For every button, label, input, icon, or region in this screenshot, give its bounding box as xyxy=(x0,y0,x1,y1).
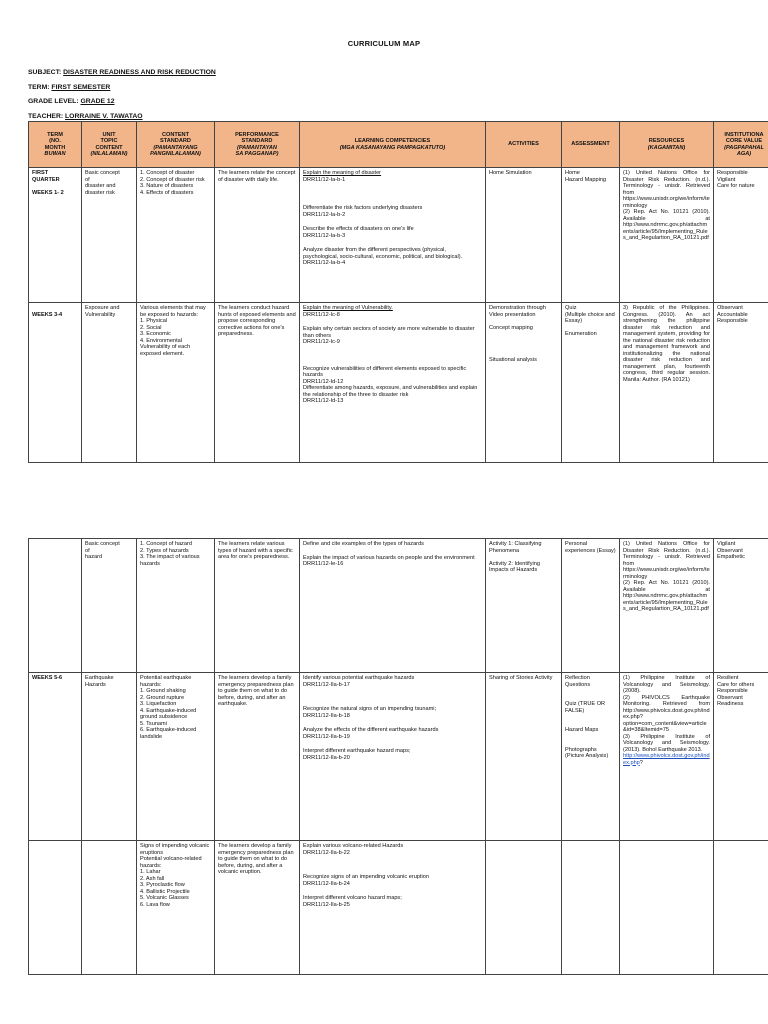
meta-term: TERM: FIRST SEMESTER xyxy=(28,83,111,91)
header-assessment: ASSESSMENT xyxy=(562,122,620,168)
cell-topic: Basic concept of hazard xyxy=(82,539,137,673)
header-activities: ACTIVITIES xyxy=(486,122,562,168)
cell-assessment: Home Hazard Mapping xyxy=(562,168,620,303)
header-unit-topic: UNIT TOPIC CONTENT (NILALAMAN) xyxy=(82,122,137,168)
page-title: CURRICULUM MAP xyxy=(347,39,421,48)
document-meta xyxy=(28,66,216,124)
cell-performance-standard: The learners develop a family emergency preparedness plan to guide them on what to do before, during, and after a volcanic eruption. xyxy=(215,841,300,975)
cell-competencies: Explain various volcano-related Hazards DRR11/12-IIa-b-22 Recognize signs of an impending volcanic eruption DRR11/12-IIa-b-24 Interpret different volcano hazard maps; DRR11/12-IIa-b-25 xyxy=(300,841,486,975)
table-row xyxy=(29,303,768,463)
cell-resources: 3) Republic of the Philippines. Congress. (2010). An act strengthening the philippine disaster risk reduction and management system, providing for the national disaster risk reduction and management framework and institutionalizing the national disaster risk reduction and management plan, fourteenth congress, third regular session. Manila: Author. (RA 10121) xyxy=(620,303,714,463)
cell-assessment: Quiz (Multiple choice and Essay) Enumeration xyxy=(562,303,620,463)
cell-topic: Basic concept of disaster and disaster risk xyxy=(82,168,137,303)
cell-assessment: Reflection Questions Quiz (TRUE OR FALSE) Hazard Maps Photographs (Picture Analysis) xyxy=(562,673,620,841)
cell-competencies: Explain the meaning of disaster DRR11/12-Ia-b-1 Differentiate the risk factors underlying disasters DRR11/12-Ia-b-2 Describe the effects of disasters on one's life DRR11/12-Ia-b-3 Analyze disaster from the different perspectives (physical, psychological, socio-cultural, economic, political, and biological). DRR11/12-Ia-b-4 xyxy=(300,168,486,303)
cell-activities: Home Simulation xyxy=(486,168,562,303)
cell-term xyxy=(29,841,82,975)
cell-core-values: Resilient Care for others Responsible Observant Readiness xyxy=(714,673,768,841)
phivolcs-link[interactable]: http://www.phivolcs.dost.gov.ph/index.php xyxy=(623,753,710,766)
cell-content-standard: Signs of impending volcanic eruptions Potential volcano-related hazards: 1. Lahar 2. Ash fall 3. Pyroclastic flow 4. Ballistic Projectile 5. Volcanic Glasses 6. Lava flow xyxy=(137,841,215,975)
cell-performance-standard: The learners conduct hazard hunts of exposed elements and propose corresponding corrective actions for one's preparedness. xyxy=(215,303,300,463)
cell-competencies: Identify various potential earthquake hazards DRR11/12-IIa-b-17 Recognize the natural signs of an impending tsunami; DRR11/12-IIa-b-18 Analyze the effects of the different earthquake hazards DRR11/12-IIa-b-19 Interpret different earthquake hazard maps; DRR11/12-IIa-b-20 xyxy=(300,673,486,841)
cell-term: WEEKS 3-4 xyxy=(29,303,82,463)
header-performance-standard: PERFORMANCE STANDARD (PAMANTAYAN SA PAGGANAP) xyxy=(215,122,300,168)
cell-content-standard: 1. Concept of hazard 2. Types of hazards 3. The impact of various hazards xyxy=(137,539,215,673)
table-row xyxy=(29,841,768,975)
header-core-values: INSTITUTIONA CORE VALUE (PAGPAPAHAL AGA) xyxy=(714,122,768,168)
cell-resources: (1) Philippine Institute of Volcanology and Seismology. (2008). (2) PHIVOLCS Earthquake Monitoring. Retrieved from http://www.phivolcs.dost.gov.ph/index.php?option=com_content&view=article&id=38&Itemid=75 (3) Philippine Institute of Volcanology and Seismology. (2013). Bohol Earthquake 2013. http://www.phivolcs.dost.gov.ph/index.php? xyxy=(620,673,714,841)
cell-topic xyxy=(82,841,137,975)
meta-subject: SUBJECT: DISASTER READINESS AND RISK REDUCTION xyxy=(28,69,216,76)
cell-activities: Sharing of Stories Activity xyxy=(486,673,562,841)
cell-core-values: Vigilant Observant Empathetic xyxy=(714,539,768,673)
cell-performance-standard: The learners relate various types of hazard with a specific area for one's preparedness. xyxy=(215,539,300,673)
cell-core-values xyxy=(714,841,768,975)
cell-resources xyxy=(620,841,714,975)
cell-assessment: Personal experiences (Essay) xyxy=(562,539,620,673)
cell-resources: (1) United Nations Office for Disaster Risk Reduction. (n.d.). Terminology - unisdr. Retrieved from https://www.unisdr.org/we/inform/terminology (2) Rep. Act No. 10121 (2010). Available at http://www.ndrrmc.gov.ph/attachments/article/95/Implementing_Rules_and_Regulartion_RA_10121.pdf xyxy=(620,539,714,673)
cell-activities: Activity 1: Classifying Phenomena Activity 2: Identifying Impacts of Hazards xyxy=(486,539,562,673)
cell-term: WEEKS 5-6 xyxy=(29,673,82,841)
cell-competencies: Define and cite examples of the types of hazards Explain the impact of various hazards on people and the environment DRR11/12-Ie-16 xyxy=(300,539,486,673)
cell-competencies: Explain the meaning of Vulnerability. DRR11/12-Ic-8 Explain why certain sectors of society are more vulnerable to disaster than others DRR11/12-Ic-9 Recognize vulnerabilities of different elements exposed to specific hazards DRR11/12-Id-12 Differentiate among hazards, exposure, and vulnerabilities and explain the relationship of the three to disaster risk DRR11/12-Id-13 xyxy=(300,303,486,463)
cell-activities xyxy=(486,841,562,975)
cell-term xyxy=(29,539,82,673)
cell-content-standard: Various elements that may be exposed to hazards: 1. Physical 2. Social 3. Economic 4. Environmental Vulnerability of each exposed element. xyxy=(137,303,215,463)
cell-performance-standard: The learners develop a family emergency preparedness plan to guide them on what to do before, during, and after an earthquake. xyxy=(215,673,300,841)
meta-grade-level: GRADE LEVEL: GRADE 12 xyxy=(28,98,115,105)
table-row xyxy=(29,168,768,303)
cell-topic: Earthquake Hazards xyxy=(82,673,137,841)
cell-core-values: Observant Accountable Responsible xyxy=(714,303,768,463)
curriculum-table-1 xyxy=(28,121,768,463)
cell-content-standard: Potential earthquake hazards: 1. Ground shaking 2. Ground rupture 3. Liquefaction 4. Earthquake-induced ground subsidence 5. Tsunami 6. Earthquake-induced landslide xyxy=(137,673,215,841)
cell-performance-standard: The learners relate the concept of disaster with daily life. xyxy=(215,168,300,303)
cell-content-standard: 1. Concept of disaster 2. Concept of disaster risk 3. Nature of disasters 4. Effects of disasters xyxy=(137,168,215,303)
cell-core-values: Responsible Vigilant Care for nature xyxy=(714,168,768,303)
cell-assessment xyxy=(562,841,620,975)
cell-resources: (1) United Nations Office for Disaster Risk Reduction. (n.d.). Terminology - unisdr. Retrieved from https://www.unisdr.org/we/inform/terminology (2) Rep. Act No. 10121 (2010). Available at http://www.ndrrmc.gov.ph/attachments/article/95/Implementing_Rules_and_Regulartion_RA_10121.pdf xyxy=(620,168,714,303)
cell-activities: Demonstration through Video presentation Concept mapping Situational analysis xyxy=(486,303,562,463)
meta-teacher: TEACHER: LORRAINE V. TAWATAO xyxy=(28,112,143,120)
table-row xyxy=(29,539,768,673)
header-learning-competencies: LEARNING COMPETENCIES (MGA KASANAYANG PAMPAGKATUTO) xyxy=(300,122,486,168)
table-row xyxy=(29,673,768,841)
header-resources: RESOURCES (KAGAMITAN) xyxy=(620,122,714,168)
curriculum-table-2 xyxy=(28,538,768,975)
table-header-row xyxy=(29,122,768,168)
header-term: TERM (NO. MONTH BUWAN xyxy=(29,122,82,168)
cell-term: FIRST QUARTER WEEKS 1- 2 xyxy=(29,168,82,303)
cell-topic: Exposure and Vulnerability xyxy=(82,303,137,463)
header-content-standard: CONTENT STANDARD (PAMANTAYANG PANGNILALAMAN) xyxy=(137,122,215,168)
